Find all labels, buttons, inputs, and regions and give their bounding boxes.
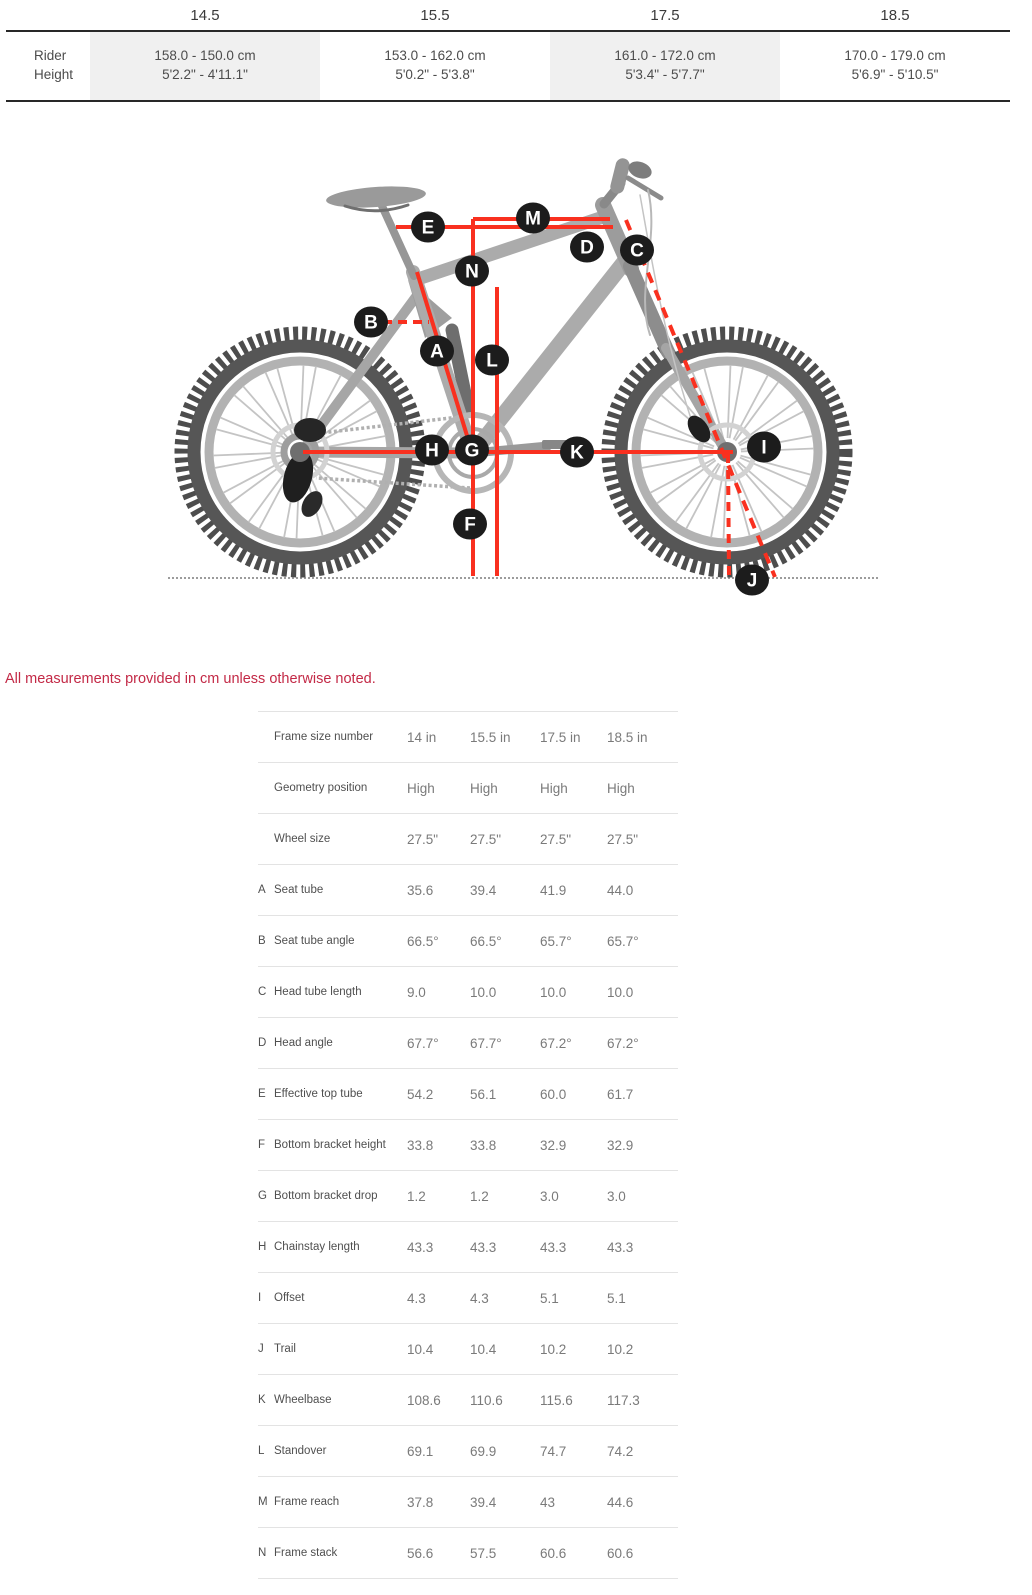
diagram-marker-h [415,435,449,466]
row-label: Bottom bracket drop [274,1190,378,1202]
row-value: 108.6 [407,1392,441,1408]
svg-text:N: N [465,261,479,283]
row-label: Head tube length [274,986,362,998]
row-value: 115.6 [540,1392,573,1408]
rider-height-row [6,30,1010,102]
row-label: Seat tube [274,884,324,896]
size-table [6,0,1010,102]
geometry-row [258,865,678,916]
row-letter: E [258,1088,266,1100]
row-value: 27.5" [607,831,639,847]
svg-text:J: J [746,570,758,592]
svg-text:C: C [630,240,644,262]
row-label: Offset [274,1292,305,1304]
size-column-header: 14.5 [190,6,220,24]
diagram-marker-n [455,256,489,287]
row-label: Frame reach [274,1496,340,1508]
row-value: 9.0 [407,984,426,1000]
row-value: 67.2° [607,1035,639,1051]
row-value: 67.2° [540,1035,572,1051]
row-value: 32.9 [607,1137,634,1153]
row-value: 60.6 [540,1545,567,1561]
svg-text:K: K [570,442,584,464]
rider-height-label-line1: Rider [34,48,67,63]
row-letter: N [258,1547,267,1559]
row-value: 35.6 [407,882,434,898]
row-value: 14 in [407,729,437,745]
row-label: Standover [274,1445,327,1457]
rider-height-cm: 158.0 - 150.0 cm [154,48,256,63]
row-value: 117.3 [607,1392,640,1408]
diagram-marker-i [747,432,781,463]
geometry-row [258,1171,678,1222]
geometry-row [258,1018,678,1069]
row-value: 43.3 [540,1239,567,1255]
rear-brake-caliper [294,418,326,442]
geometry-row [258,916,678,967]
row-value: 43.3 [470,1239,497,1255]
row-value: 43 [540,1494,556,1510]
row-value: 65.7° [540,933,572,949]
brake-lever [628,178,661,198]
row-value: 67.7° [407,1035,439,1051]
row-value: 66.5° [470,933,502,949]
size-column-header: 15.5 [420,6,450,24]
row-label: Effective top tube [274,1088,363,1100]
geometry-row [258,1069,678,1120]
row-label: Trail [274,1343,296,1355]
row-value: 57.5 [470,1545,497,1561]
svg-text:B: B [364,312,378,334]
diagram-marker-j [735,565,769,596]
row-value: 27.5" [407,831,439,847]
row-value: 18.5 in [607,729,648,745]
svg-text:A: A [430,341,444,363]
row-value: 3.0 [607,1188,626,1204]
row-value: 74.2 [607,1443,634,1459]
row-value: 56.6 [407,1545,434,1561]
rider-height-cell [90,32,320,100]
bike-frame [303,157,725,453]
svg-text:D: D [580,237,594,259]
row-value: 1.2 [470,1188,489,1204]
row-value: 10.0 [607,984,634,1000]
row-value: 15.5 in [470,729,511,745]
row-value: 33.8 [470,1137,497,1153]
geometry-row [258,1222,678,1273]
line-trail-vertical [728,454,729,576]
row-letter: J [258,1343,264,1355]
row-label: Frame size number [274,731,374,743]
row-label: Wheelbase [274,1394,332,1406]
diagram-marker-l [475,345,509,376]
geometry-row [258,1324,678,1375]
row-value: High [540,780,568,796]
diagram-marker-g [455,435,489,466]
row-value: 43.3 [407,1239,434,1255]
geometry-row [258,712,678,763]
row-value: 4.3 [470,1290,489,1306]
row-value: 65.7° [607,933,639,949]
row-value: 60.0 [540,1086,567,1102]
geometry-table [258,711,678,1579]
rider-height-label [6,32,90,100]
row-value: 60.6 [607,1545,634,1561]
row-value: 5.1 [607,1290,626,1306]
geometry-row [258,1120,678,1171]
svg-text:H: H [425,440,439,462]
row-value: 10.4 [470,1341,497,1357]
row-letter: A [258,884,266,896]
row-value: 27.5" [540,831,572,847]
size-column-header: 18.5 [880,6,910,24]
row-letter: K [258,1394,266,1406]
row-letter: H [258,1241,267,1253]
row-value: 37.8 [407,1494,434,1510]
svg-text:F: F [464,514,476,536]
diagram-marker-f [453,509,487,540]
row-value: 56.1 [470,1086,497,1102]
svg-text:M: M [525,208,541,230]
size-header-row [6,0,1010,30]
row-value: 10.4 [407,1341,434,1357]
rider-height-cell [320,32,550,100]
svg-text:I: I [761,437,767,459]
row-label: Bottom bracket height [274,1139,386,1151]
geometry-row [258,967,678,1018]
row-letter: D [258,1037,267,1049]
svg-text:G: G [464,440,480,462]
row-value: 74.7 [540,1443,567,1459]
row-letter: F [258,1139,266,1151]
rider-height-cm: 161.0 - 172.0 cm [614,48,716,63]
rider-height-cm: 153.0 - 162.0 cm [384,48,486,63]
row-value: 69.1 [407,1443,434,1459]
rider-height-cell [780,32,1010,100]
geometry-row [258,1528,678,1579]
rider-height-imperial: 5'2.2" - 4'11.1" [162,67,248,82]
diagram-marker-k [560,437,594,468]
row-label: Head angle [274,1037,333,1049]
row-value: 44.6 [607,1494,634,1510]
diagram-marker-m [516,203,550,234]
row-value: 61.7 [607,1086,634,1102]
size-column-header: 17.5 [650,6,680,24]
row-label: Frame stack [274,1547,338,1559]
row-value: 33.8 [407,1137,434,1153]
row-letter: L [258,1445,265,1457]
row-value: 27.5" [470,831,502,847]
row-letter: C [258,986,267,998]
row-letter: G [258,1190,267,1202]
row-value: 10.0 [470,984,497,1000]
seatpost [382,206,414,276]
row-letter: B [258,935,266,947]
diagram-marker-a [420,336,454,367]
diagram-marker-b [354,307,388,338]
row-value: 39.4 [470,882,497,898]
geometry-row [258,1426,678,1477]
row-value: 110.6 [470,1392,503,1408]
diagram-marker-c [620,235,654,266]
row-value: 66.5° [407,933,439,949]
row-value: 10.0 [540,984,567,1000]
row-value: 67.7° [470,1035,502,1051]
row-value: High [407,780,435,796]
rider-height-cell [550,32,780,100]
geometry-row [258,763,678,814]
diagram-markers [354,203,781,596]
rider-height-label-line2: Height [34,67,74,82]
row-label: Seat tube angle [274,935,355,947]
diagram-marker-d [570,232,604,263]
row-label: Chainstay length [274,1241,360,1253]
row-value: 41.9 [540,882,567,898]
rider-height-imperial: 5'6.9" - 5'10.5" [851,67,939,82]
row-value: 69.9 [470,1443,497,1459]
row-value: 39.4 [470,1494,497,1510]
row-value: 32.9 [540,1137,567,1153]
row-value: 10.2 [607,1341,634,1357]
row-value: High [607,780,635,796]
saddle [325,184,426,211]
row-value: 5.1 [540,1290,559,1306]
row-label: Wheel size [274,833,331,845]
rider-height-cm: 170.0 - 179.0 cm [844,48,946,63]
row-value: 4.3 [407,1290,426,1306]
svg-text:E: E [421,217,435,239]
row-value: 54.2 [407,1086,434,1102]
geometry-row [258,1273,678,1324]
row-value: 43.3 [607,1239,634,1255]
row-letter: I [258,1292,262,1304]
row-value: 1.2 [407,1188,426,1204]
row-value: 44.0 [607,882,634,898]
row-value: High [470,780,498,796]
row-label: Geometry position [274,782,368,794]
rider-height-imperial: 5'0.2" - 5'3.8" [395,67,475,82]
geometry-row [258,1477,678,1528]
row-letter: M [258,1496,268,1508]
diagram-marker-e [411,212,445,243]
geometry-row [258,814,678,865]
bike-geometry-diagram [0,130,1032,600]
row-value: 3.0 [540,1188,559,1204]
row-value: 17.5 in [540,729,581,745]
row-value: 10.2 [540,1341,567,1357]
geometry-row [258,1375,678,1426]
measurement-note: All measurements provided in cm unless otherwise noted. [5,671,376,687]
rider-height-imperial: 5'3.4" - 5'7.7" [625,67,705,82]
svg-text:L: L [486,350,498,372]
